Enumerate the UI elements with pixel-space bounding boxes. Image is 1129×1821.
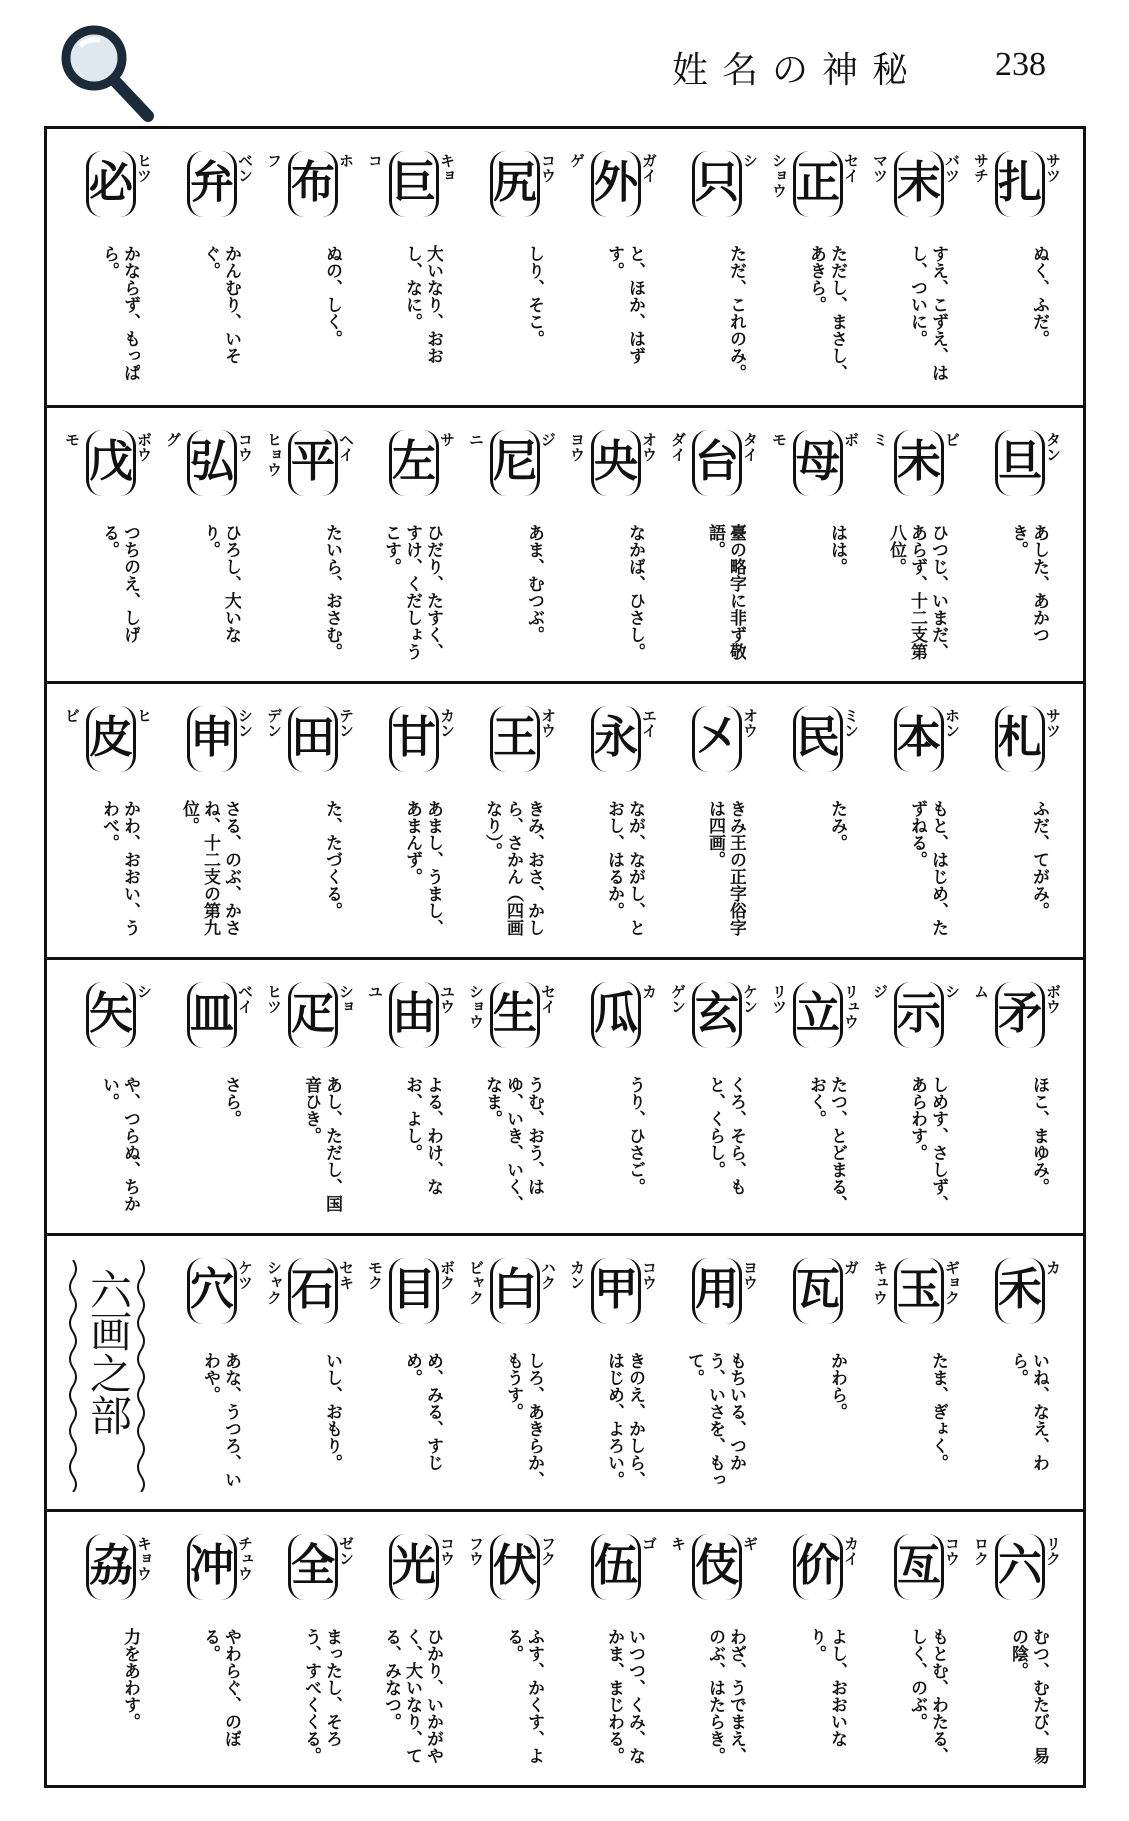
kanji-meaning: たみ。 [827, 800, 847, 851]
table-row [47, 681, 1083, 960]
kanji-meaning: いし、おもり。 [322, 1352, 342, 1471]
reading-on: コウ [539, 153, 557, 183]
kanji-character: 札 [998, 712, 1042, 763]
kanji-meaning: たま、ぎょく。 [928, 1352, 948, 1471]
reading-alt: サチ [972, 153, 990, 183]
kanji-entry [965, 408, 1066, 682]
reading-alt: カン [568, 1260, 586, 1290]
kanji-character: 伏 [493, 1540, 537, 1591]
reading-on: キョ [438, 153, 456, 183]
kanji-character: 只 [695, 157, 739, 208]
kanji-meaning: なが、ながし、とおし、はるか。 [604, 800, 645, 936]
kanji-meaning: くろ、そら、もと、くらし。 [705, 1076, 746, 1195]
kanji-entry [763, 1236, 864, 1510]
kanji-meaning: もちいる、つかう、いさを、もって。 [684, 1352, 746, 1488]
kanji-entry [359, 960, 460, 1234]
kanji-character: 瓦 [796, 1264, 840, 1315]
kanji-entry [965, 1512, 1066, 1786]
kanji-meaning: しろ、あきらか、もうす。 [503, 1352, 544, 1488]
page-number: 238 [995, 46, 1046, 83]
kanji-entry [965, 960, 1066, 1234]
kanji-entry [864, 408, 965, 682]
reading-on: カ [640, 984, 658, 999]
kanji-meaning: ひかり、いかがやく、大いなり、てる、みなつ。 [381, 1628, 443, 1764]
kanji-character: 目 [392, 1264, 436, 1315]
reading-on: セイ [842, 153, 860, 183]
kanji-meaning: かわら。 [827, 1352, 847, 1420]
reading-on: チュウ [236, 1536, 254, 1581]
reading-on: ミン [842, 708, 860, 738]
kanji-entry [258, 1512, 359, 1786]
reading-alt: ビャク [467, 1260, 485, 1305]
kanji-meaning: 大いなり、おおし、なに。 [402, 245, 443, 364]
kanji-entry [460, 960, 561, 1234]
kanji-character: 央 [594, 436, 638, 487]
kanji-meaning: あした、あかつき。 [1008, 524, 1049, 643]
kanji-meaning: きみ王の正字俗字は四画。 [705, 800, 746, 936]
kanji-meaning: しり、そこ。 [524, 245, 544, 347]
reading-on: カイ [842, 1536, 860, 1566]
kanji-entry [561, 1236, 662, 1510]
kanji-entry [56, 960, 157, 1234]
reading-on: セイ [539, 984, 557, 1014]
reading-alt: マツ [871, 153, 889, 183]
kanji-meaning: つちのえ、しげる。 [99, 524, 140, 643]
kanji-entry [864, 684, 965, 958]
kanji-entry [561, 1512, 662, 1786]
table-row [47, 1509, 1083, 1788]
reading-on: ゼン [337, 1536, 355, 1566]
reading-alt: キ [669, 1536, 687, 1551]
kanji-character: 巨 [392, 157, 436, 208]
reading-on: シ [943, 984, 961, 999]
kanji-entry [864, 129, 965, 403]
kanji-character: 伍 [594, 1540, 638, 1591]
kanji-entry [763, 129, 864, 403]
kanji-character: 甘 [392, 712, 436, 763]
kanji-entry [460, 129, 561, 403]
kanji-character: 穴 [190, 1264, 234, 1315]
kanji-entry [460, 408, 561, 682]
kanji-character: 光 [392, 1540, 436, 1591]
reading-on: ユウ [438, 984, 456, 1014]
kanji-character: 亙 [897, 1540, 941, 1591]
reading-alt: モ [63, 432, 81, 447]
reading-alt: ダイ [669, 432, 687, 462]
kanji-entry [56, 1512, 157, 1786]
reading-on: コウ [236, 432, 254, 462]
reading-on: ケツ [236, 1260, 254, 1290]
kanji-meaning: まったし、そろう、すべくくる。 [301, 1628, 342, 1764]
reading-on: ギョク [943, 1260, 961, 1305]
kanji-character: 疋 [291, 988, 335, 1039]
kanji-entry [965, 129, 1066, 403]
kanji-entry [258, 1236, 359, 1510]
reading-alt: ミ [871, 432, 889, 447]
kanji-meaning: ただし、まさし、あきら。 [806, 245, 847, 381]
kanji-character: 白 [493, 1264, 537, 1315]
reading-on: リュウ [842, 984, 860, 1029]
reading-on: シ [741, 153, 759, 168]
kanji-character: 本 [897, 712, 941, 763]
kanji-character: 伎 [695, 1540, 739, 1591]
section-title: 六画之部 [84, 1268, 133, 1436]
kanji-meaning: わざ、うでまえ、のぶ、はたらき。 [705, 1628, 746, 1764]
kanji-meaning: あま、むつぶ。 [524, 524, 544, 643]
reading-on: ゴ [640, 1536, 658, 1551]
reading-on: ボウ [1044, 984, 1062, 1014]
kanji-entry [56, 129, 157, 403]
kanji-meaning: はは。 [827, 524, 847, 575]
kanji-character: 皮 [89, 712, 133, 763]
reading-on: リク [1044, 1536, 1062, 1566]
kanji-entry [157, 960, 258, 1234]
reading-alt: ゲ [568, 153, 586, 168]
kanji-character: 田 [291, 712, 335, 763]
reading-on: コウ [438, 1536, 456, 1566]
reading-alt: デン [265, 708, 283, 738]
kanji-character: 尻 [493, 157, 537, 208]
kanji-meaning: あまし、うまし、あまんず。 [402, 800, 443, 936]
reading-alt: グ [164, 432, 182, 447]
kanji-entry [561, 129, 662, 403]
kanji-entry [157, 1512, 258, 1786]
reading-on: ベン [236, 153, 254, 183]
reading-on: ヨウ [741, 1260, 759, 1290]
reading-on: ガイ [640, 153, 658, 183]
reading-on: ボク [438, 1260, 456, 1290]
kanji-character: 生 [493, 988, 537, 1039]
kanji-meaning: たいら、おさむ。 [322, 524, 342, 660]
kanji-entry [763, 960, 864, 1234]
kanji-character: 劦 [89, 1540, 133, 1591]
kanji-meaning: いね、なえ、わら。 [1008, 1352, 1049, 1471]
kanji-meaning: あし、ただし、国音ひき。 [301, 1076, 342, 1212]
kanji-character: 未 [897, 436, 941, 487]
reading-on: セキ [337, 1260, 355, 1290]
reading-on: オウ [741, 708, 759, 738]
kanji-meaning: さる、のぶ、かさね、十二支の第九位。 [179, 800, 241, 936]
kanji-meaning: ひつじ、いまだ、あらず、十二支第八位。 [886, 524, 948, 660]
kanji-character: 由 [392, 988, 436, 1039]
kanji-meaning: さら。 [221, 1076, 241, 1127]
kanji-meaning: もと、はじめ、たずねる。 [907, 800, 948, 936]
kanji-entry [662, 960, 763, 1234]
reading-on: カ [1044, 1260, 1062, 1275]
kanji-entry [561, 684, 662, 958]
page-header [0, 0, 1129, 120]
kanji-meaning: かわ、おおい、うわべ。 [99, 800, 140, 936]
kanji-entry [662, 1512, 763, 1786]
kanji-character: 示 [897, 988, 941, 1039]
reading-alt: ビ [63, 708, 81, 723]
reading-alt: リツ [770, 984, 788, 1014]
kanji-character: 布 [291, 157, 335, 208]
reading-alt: ゲン [669, 984, 687, 1014]
reading-on: タン [1044, 432, 1062, 462]
kanji-meaning: しめす、さしず、あらわす。 [907, 1076, 948, 1212]
table-row [47, 405, 1083, 684]
kanji-character: 石 [291, 1264, 335, 1315]
kanji-meaning: なかば、ひさし。 [625, 524, 645, 660]
kanji-character: 平 [291, 436, 335, 487]
kanji-meaning: よし、おおいなり。 [806, 1628, 847, 1747]
kanji-character: 戊 [89, 436, 133, 487]
reading-on: オウ [539, 708, 557, 738]
kanji-entry [359, 684, 460, 958]
kanji-entry [359, 1236, 460, 1510]
kanji-entry [258, 960, 359, 1234]
reading-on: ギ [741, 1536, 759, 1551]
kanji-entry [157, 408, 258, 682]
wavy-line-icon [67, 1260, 79, 1492]
kanji-meaning: うむ、おう、はゆ、いき、いく、なま。 [482, 1076, 544, 1212]
reading-on: エイ [640, 708, 658, 738]
kanji-character: 皿 [190, 988, 234, 1039]
kanji-meaning: ひろし、大いなり。 [200, 524, 241, 643]
kanji-meaning: ほこ、まゆみ。 [1029, 1076, 1049, 1195]
kanji-meaning: すえ、こずえ、はし、ついに。 [907, 245, 948, 381]
reading-alt: ヒョウ [265, 432, 283, 477]
reading-alt: ヨウ [568, 432, 586, 462]
kanji-character: 母 [796, 436, 840, 487]
reading-on: ジ [539, 432, 557, 447]
reading-on: カン [438, 708, 456, 738]
reading-on: サ [438, 432, 456, 447]
kanji-meaning: た、たづくる。 [322, 800, 342, 919]
kanji-character: 申 [190, 712, 234, 763]
kanji-entry [359, 408, 460, 682]
kanji-character: 价 [796, 1540, 840, 1591]
kanji-meaning: むつ、むたび、易の陰。 [1008, 1628, 1049, 1764]
kanji-entry [157, 1236, 258, 1510]
reading-on: サツ [1044, 708, 1062, 738]
reading-on: シ [135, 984, 153, 999]
kanji-character: 旦 [998, 436, 1042, 487]
kanji-table [44, 126, 1086, 1788]
kanji-entry [662, 684, 763, 958]
reading-on: ハク [539, 1260, 557, 1290]
kanji-entry [763, 684, 864, 958]
kanji-entry [460, 1236, 561, 1510]
kanji-meaning: ふす、かくす、よる。 [503, 1628, 544, 1764]
reading-on: テン [337, 708, 355, 738]
kanji-entry [561, 408, 662, 682]
reading-on: サツ [1044, 153, 1062, 183]
reading-alt: ユ [366, 984, 384, 999]
kanji-entry [662, 129, 763, 403]
reading-alt: キュウ [871, 1260, 889, 1305]
kanji-meaning: かならず、もっぱら。 [99, 245, 140, 381]
kanji-character: 全 [291, 1540, 335, 1591]
kanji-character: 永 [594, 712, 638, 763]
magnifier-icon [52, 18, 162, 128]
reading-on: バツ [943, 153, 961, 183]
kanji-entry [864, 1236, 965, 1510]
wavy-line-icon [135, 1260, 147, 1492]
reading-alt: ニ [467, 432, 485, 447]
kanji-meaning: うり、ひさご。 [625, 1076, 645, 1195]
kanji-entry [965, 684, 1066, 958]
reading-on: ホ [337, 153, 355, 168]
reading-on: キョウ [135, 1536, 153, 1581]
kanji-character: 六 [998, 1540, 1042, 1591]
kanji-meaning: いつつ、くみ、なかま、まじわる。 [604, 1628, 645, 1764]
kanji-meaning: や、つらぬ、ちかい。 [99, 1076, 140, 1212]
kanji-entry [662, 408, 763, 682]
table-row [47, 957, 1083, 1236]
kanji-entry [561, 960, 662, 1234]
kanji-meaning: きのえ、かしら、はじめ、よろい。 [604, 1352, 645, 1488]
kanji-meaning: よる、わけ、なお、よし。 [402, 1076, 443, 1195]
reading-on: ヒ [135, 708, 153, 723]
kanji-entry [965, 1236, 1066, 1510]
kanji-entry [763, 1512, 864, 1786]
reading-alt: モク [366, 1260, 384, 1290]
kanji-meaning: やわらぐ、のぼる。 [200, 1628, 241, 1747]
kanji-character: 用 [695, 1264, 739, 1315]
kanji-meaning: ふだ、てがみ。 [1029, 800, 1049, 919]
kanji-entry [258, 408, 359, 682]
reading-alt: シャク [265, 1260, 283, 1305]
kanji-character: 尼 [493, 436, 537, 487]
kanji-entry [157, 129, 258, 403]
kanji-entry [56, 408, 157, 682]
kanji-character: 冲 [190, 1540, 234, 1591]
kanji-character: 末 [897, 157, 941, 208]
kanji-character: 瓜 [594, 988, 638, 1039]
kanji-entry [258, 129, 359, 403]
kanji-meaning: たつ、とどまる、おく。 [806, 1076, 847, 1212]
kanji-character: 台 [695, 436, 739, 487]
reading-on: シン [236, 708, 254, 738]
kanji-character: 正 [796, 157, 840, 208]
reading-on: コウ [943, 1536, 961, 1566]
kanji-character: 弘 [190, 436, 234, 487]
kanji-character: 立 [796, 988, 840, 1039]
kanji-meaning: ただ、これのみ。 [726, 245, 746, 381]
kanji-character: 外 [594, 157, 638, 208]
kanji-character: 玄 [695, 988, 739, 1039]
reading-on: ビ [943, 432, 961, 447]
reading-on: タイ [741, 432, 759, 462]
kanji-meaning: きみ、おさ、かしら、さかん（四画なり）。 [482, 800, 544, 936]
kanji-entry [157, 684, 258, 958]
kanji-meaning: 臺の略字に非ず敬語。 [705, 524, 746, 660]
kanji-character: 左 [392, 436, 436, 487]
kanji-entry [359, 1512, 460, 1786]
kanji-entry [359, 129, 460, 403]
kanji-character: 禾 [998, 1264, 1042, 1315]
kanji-character: 矢 [89, 988, 133, 1039]
kanji-character: 必 [89, 157, 133, 208]
kanji-character: 矛 [998, 988, 1042, 1039]
kanji-character: 㐅 [695, 712, 739, 763]
reading-alt: モ [770, 432, 788, 447]
reading-on: ケン [741, 984, 759, 1014]
table-row [47, 1233, 1083, 1512]
kanji-character: 民 [796, 712, 840, 763]
reading-alt: ロク [972, 1536, 990, 1566]
reading-alt: フウ [467, 1536, 485, 1566]
reading-on: ボ [842, 432, 860, 447]
kanji-character: 扎 [998, 157, 1042, 208]
kanji-entry [460, 684, 561, 958]
reading-on: ヒツ [135, 153, 153, 183]
reading-alt: ショウ [467, 984, 485, 1029]
kanji-character: 弁 [190, 157, 234, 208]
reading-on: コウ [640, 1260, 658, 1290]
reading-alt: ム [972, 984, 990, 999]
reading-on: ボウ [135, 432, 153, 462]
reading-on: フク [539, 1536, 557, 1566]
reading-alt: ショウ [770, 153, 788, 198]
kanji-entry [460, 1512, 561, 1786]
reading-alt: フ [265, 153, 283, 168]
reading-on: ベイ [236, 984, 254, 1014]
kanji-entry [864, 1512, 965, 1786]
kanji-meaning: 力をあわす。 [120, 1628, 140, 1730]
kanji-meaning: ぬの、しく。 [322, 245, 342, 347]
kanji-meaning: と、ほか、はずす。 [604, 245, 645, 364]
reading-on: オウ [640, 432, 658, 462]
reading-alt: ヒツ [265, 984, 283, 1014]
reading-on: ホン [943, 708, 961, 738]
table-row [47, 129, 1083, 405]
kanji-entry [864, 960, 965, 1234]
kanji-meaning: かんむり、いそぐ。 [200, 245, 241, 364]
kanji-meaning: ぬく、ふだ。 [1029, 245, 1049, 347]
reading-alt: ジ [871, 984, 889, 999]
book-title: 姓名の神秘 [672, 50, 923, 91]
kanji-character: 王 [493, 712, 537, 763]
kanji-meaning: あな、うつろ、いわや。 [200, 1352, 241, 1488]
reading-alt: コ [366, 153, 384, 168]
kanji-character: 玉 [897, 1264, 941, 1315]
kanji-entry [763, 408, 864, 682]
reading-on: ヘイ [337, 432, 355, 462]
kanji-meaning: もとむ、わたる、しく、のぶ。 [907, 1628, 948, 1764]
reading-on: ガ [842, 1260, 860, 1275]
reading-on: ショ [337, 984, 355, 1014]
kanji-meaning: め、みる、すじめ。 [402, 1352, 443, 1471]
kanji-character: 甲 [594, 1264, 638, 1315]
section-label [61, 1250, 155, 1500]
kanji-entry [662, 1236, 763, 1510]
kanji-entry [258, 684, 359, 958]
kanji-meaning: ひだり、たすく、すけ、くだしょうこす。 [381, 524, 443, 660]
kanji-entry [56, 684, 157, 958]
